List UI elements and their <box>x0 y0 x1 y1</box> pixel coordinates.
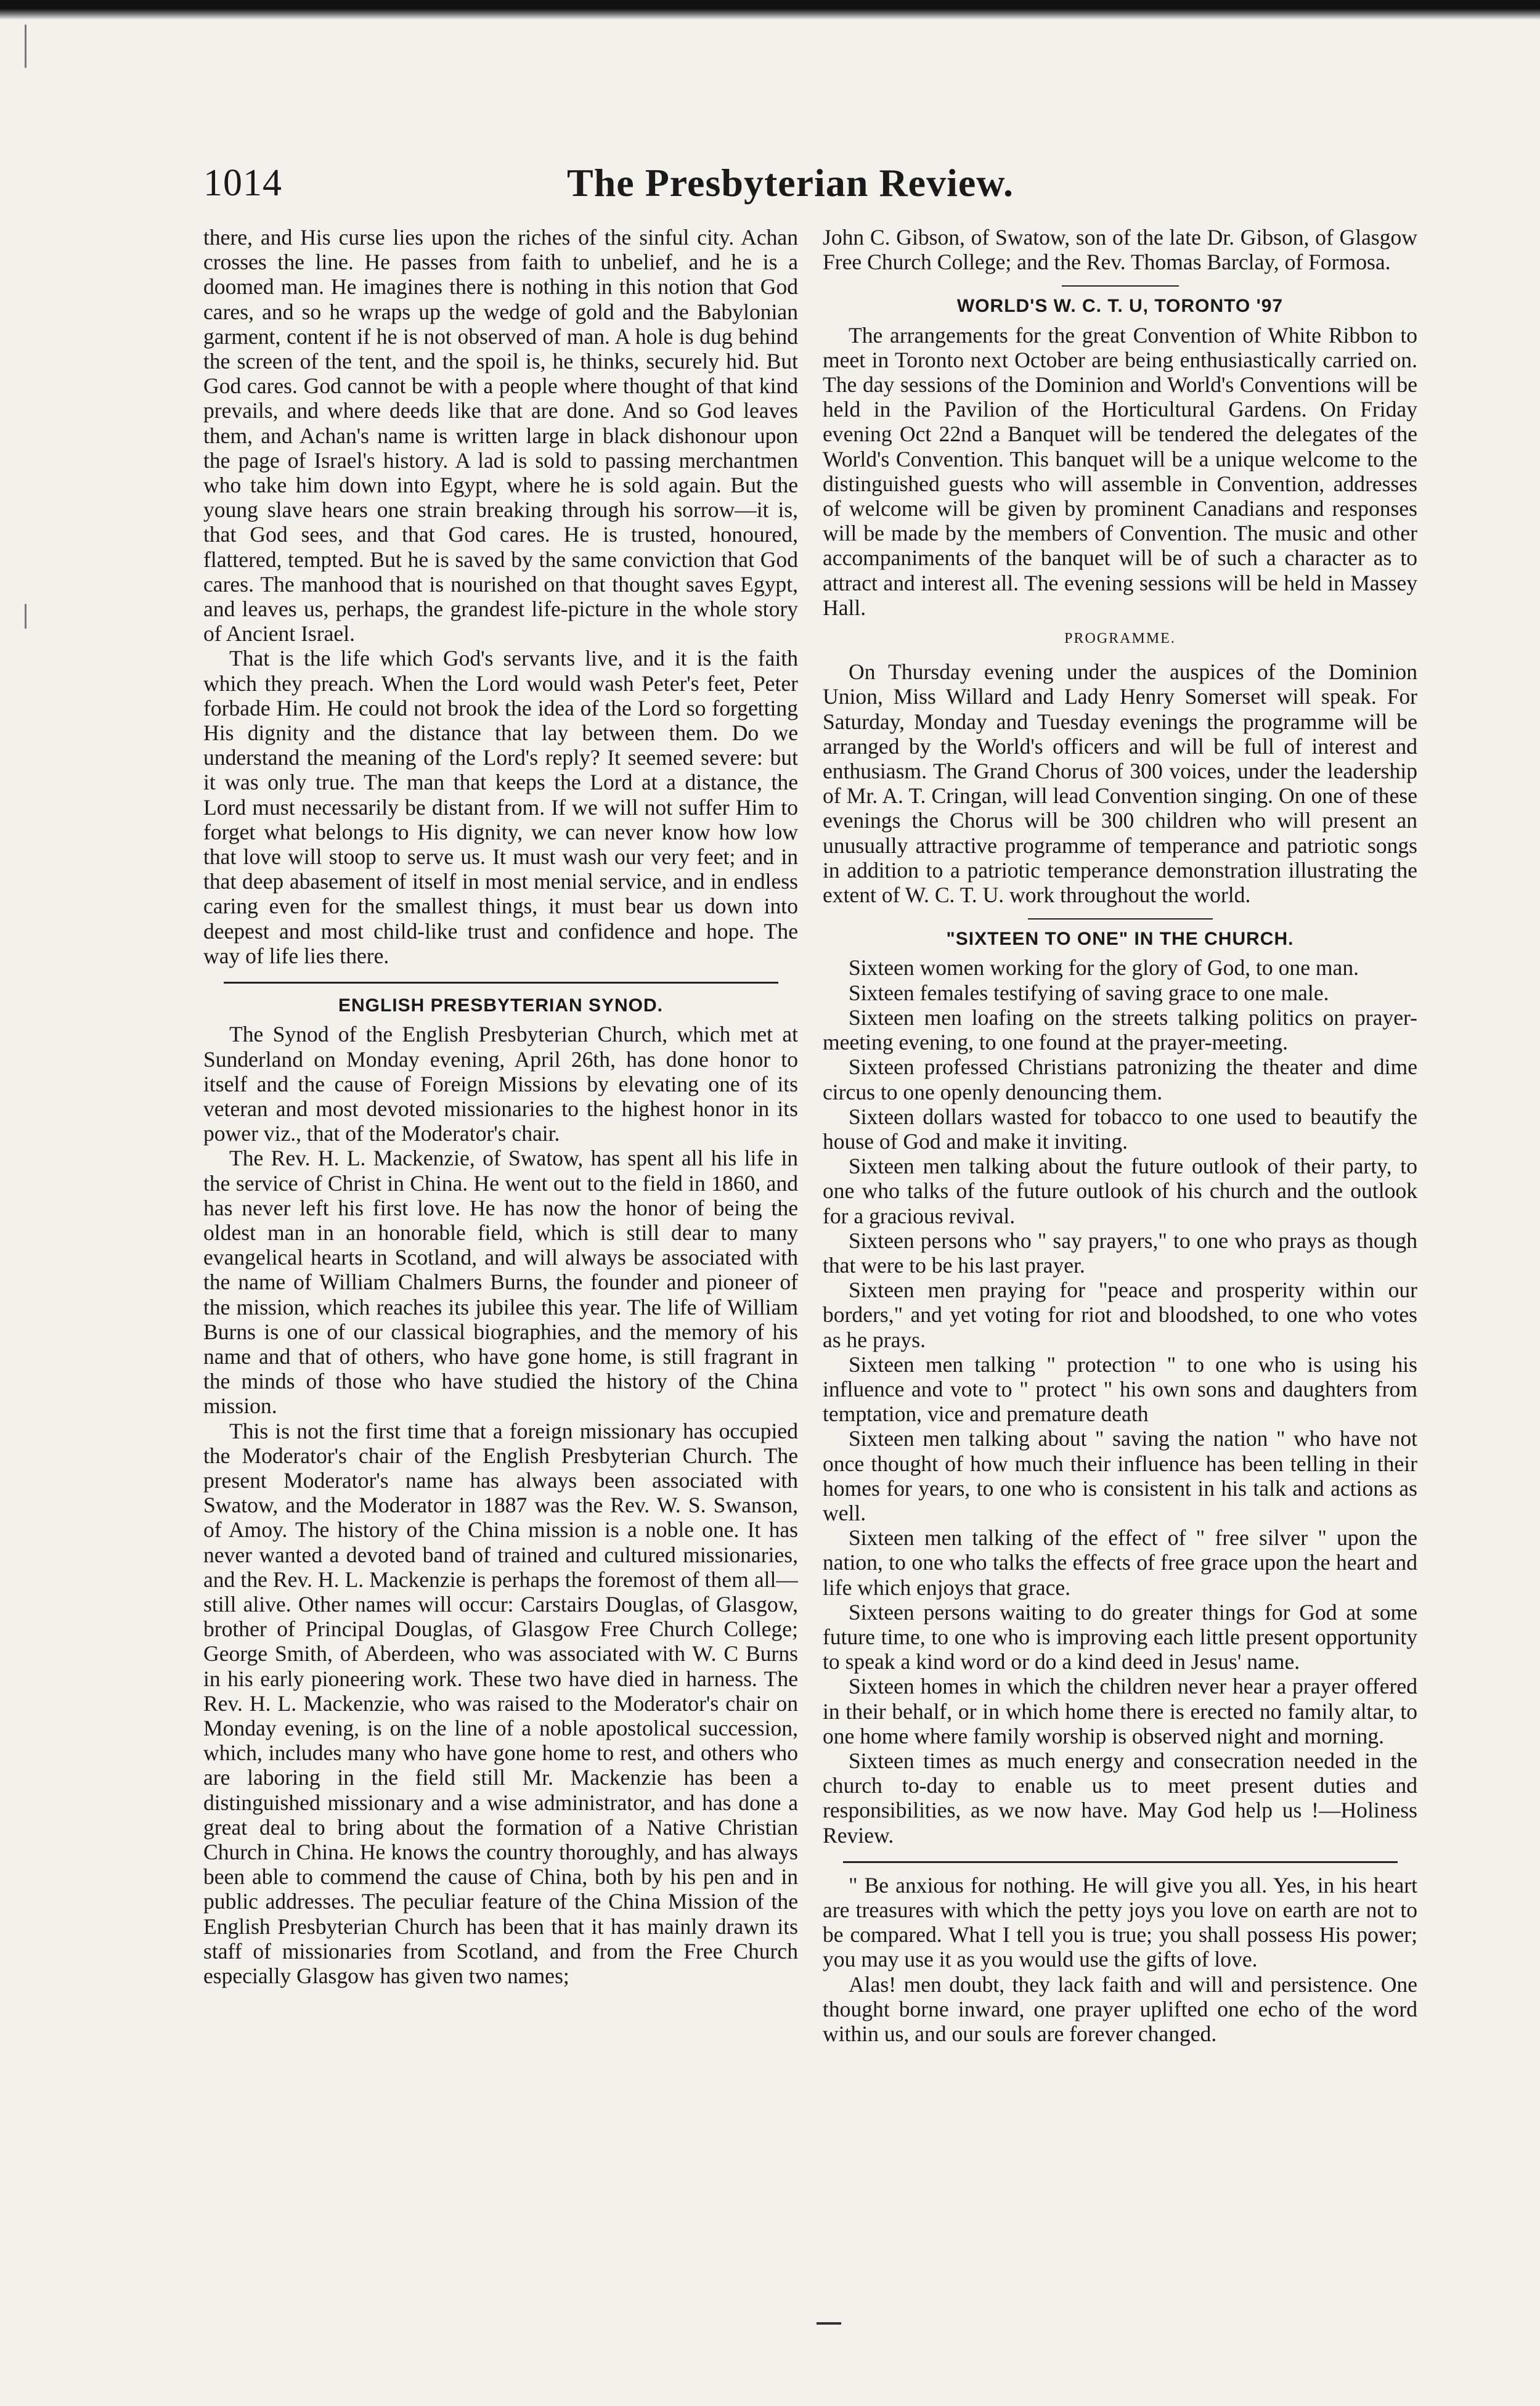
section-heading-synod: ENGLISH PRESBYTERIAN SYNOD. <box>338 995 664 1016</box>
paragraph: The Rev. H. L. Mackenzie, of Swatow, has spent all his life in the service of Christ in China. He went out to the field in 1860, and has never left his first love. He has now the honor of being the oldest man in an honorable field, which is still dear to many evangelical hearts in Scotland, and will always be associated with the name of William Chalmers Burns, the founder and pioneer of the mission, which reaches its jubilee this year. The life of William Burns is one of our classical biographies, and the memory of his name and that of others, who have gone home, is still fragrant in the minds of those who have studied the history of the China mission. <box>203 1146 798 1419</box>
paragraph: The Synod of the English Presbyterian Church, which met at Sunderland on Monday evening, April 26th, has done honor to itself and the cause of Foreign Missions by elevating one of its veteran and most devoted missionaries to the highest honor in its power viz., that of the Moderator's chair. <box>203 1022 798 1146</box>
list-item: Sixteen dollars wasted for tobacco to one used to beautify the house of God and make it inviting. <box>823 1104 1417 1154</box>
section-divider <box>1028 918 1213 920</box>
list-item: Sixteen men loafing on the streets talking politics on prayer-meeting evening, to one found at the prayer-meeting. <box>823 1005 1417 1055</box>
list-item: Sixteen times as much energy and consecration needed in the church to-day to enable us to meet present duties and responsibilities, as we now have. May God help us !—Holiness Review. <box>823 1748 1417 1848</box>
left-column <box>203 225 798 2290</box>
paragraph: John C. Gibson, of Swatow, son of the late Dr. Gibson, of Glasgow Free Church College; and the Rev. Thomas Barclay, of Formosa. <box>823 225 1417 275</box>
subheading-programme: PROGRAMME. <box>1064 630 1176 647</box>
section-divider <box>224 982 778 984</box>
paragraph: Alas! men doubt, they lack faith and will and persistence. One thought borne inward, one prayer uplifted one echo of the word within us, and our souls are forever changed. <box>823 1972 1417 2047</box>
section-heading-wctu: WORLD'S W. C. T. U, TORONTO '97 <box>956 296 1284 317</box>
list-item: Sixteen persons waiting to do greater things for God at some future time, to one who is improving each little present opportunity to speak a kind word or do a kind deed in Jesus' name. <box>823 1599 1417 1674</box>
page-header <box>203 161 1436 211</box>
right-column <box>823 225 1417 2290</box>
list-item: Sixteen men talking about " saving the nation " who have not once thought of how much their influence has been telling in their homes for years, to one who is consistent in his talk and actions as well. <box>823 1426 1417 1525</box>
journal-title: The Presbyterian Review. <box>567 161 1014 205</box>
list-item: Sixteen homes in which the children never hear a prayer offered in their behalf, or in which home there is erected no family altar, to one home where family worship is observed night and morning. <box>823 1674 1417 1748</box>
paragraph: This is not the first time that a foreign missionary has occupied the Moderator's chair of the English Presbyterian Church. The present Moderator's name has always been associated with Swatow, and the Moderator in 1887 was the Rev. W. S. Swanson, of Amoy. The history of the China mission is a noble one. It has never wanted a devoted band of trained and cultured missionaries, and the Rev. H. L. Mackenzie is perhaps the foremost of them all—still alive. Other names will occur: Carstairs Douglas, of Glasgow, brother of Principal Douglas, of Glasgow Free Church College; George Smith, of Aberdeen, who was associated with W. C Burns in his early pioneering work. These two have died in harness. The Rev. H. L. Mackenzie, who was raised to the Moderator's chair on Monday evening, is on the line of a noble apostolical succession, which, includes many who have gone home to rest, and others who are laboring in the field still Mr. Mackenzie has been a distinguished missionary and a wise administrator, and has done a great deal to bring about the formation of a Native Christian Church in China. He knows the country thoroughly, and has always been able to commend the cause of China, both by his pen and in public addresses. The peculiar feature of the China Mission of the English Presbyterian Church has been that it has mainly drawn its staff of missionaries from Scotland, and from the Free Church especially Glasgow has given two names; <box>203 1418 798 1989</box>
paragraph: " Be anxious for nothing. He will give you all. Yes, in his heart are treasures with which the petty joys you love on earth are not to be compared. What I tell you is true; you shall possess His power; you may use it as you would use the gifts of love. <box>823 1872 1417 1972</box>
page-number: 1014 <box>203 162 282 204</box>
list-item: Sixteen men talking of the effect of " free silver " upon the nation, to one who talks the effects of free grace upon the heart and life which enjoys that grace. <box>823 1525 1417 1600</box>
list-item: Sixteen men talking about the future outlook of their party, to one who talks of the future outlook of his church and the outlook for a gracious revival. <box>823 1154 1417 1228</box>
section-divider <box>843 1861 1398 1863</box>
list-item: Sixteen persons who " say prayers," to one who prays as though that were to be his last prayer. <box>823 1228 1417 1278</box>
scan-margin-mark <box>25 25 26 68</box>
section-divider <box>1062 285 1179 287</box>
scan-top-border <box>0 0 1540 20</box>
scan-margin-mark <box>25 604 26 629</box>
paragraph: The arrangements for the great Convention of White Ribbon to meet in Toronto next October are being enthusiastically carried on. The day sessions of the Dominion and World's Conventions will be held in the Pavilion of the Horticultural Gardens. On Friday evening Oct 22nd a Banquet will be tendered the delegates of the World's Convention. This banquet will be a unique welcome to the distinguished guests who will assemble in Convention, addresses of welcome will be given by prominent Canadians and responses will be made by the members of Convention. The music and other accompaniments of the banquet will be of such a character as to attract and interest all. The evening sessions will be held in Massey Hall. <box>823 322 1417 620</box>
list-item: Sixteen men praying for "peace and prosperity within our borders," and yet voting for riot and bloodshed, to one who votes as he prays. <box>823 1278 1417 1352</box>
section-heading-sixteen: "SIXTEEN TO ONE" IN THE CHURCH. <box>946 929 1294 950</box>
paragraph: On Thursday evening under the auspices of the Dominion Union, Miss Willard and Lady Henry Somerset will speak. For Saturday, Monday and Tuesday evenings the programme will be arranged by the World's officers and will be full of interest and enthusiasm. The Grand Chorus of 300 voices, under the leadership of Mr. A. T. Cringan, will lead Convention singing. On one of these evenings the Chorus will be 300 children who will present an unusually attractive programme of temperance and patriotic songs in addition to a patriotic temperance demonstration illustrating the extent of W. C. T. U. work throughout the world. <box>823 659 1417 908</box>
list-item: Sixteen women working for the glory of God, to one man. <box>849 955 1359 981</box>
list-item: Sixteen men talking " protection " to one who is using his influence and vote to " protect " his own sons and daughters from temptation, vice and premature death <box>823 1352 1417 1427</box>
list-item: Sixteen professed Christians patronizing the theater and dime circus to one openly denouncing them. <box>823 1054 1417 1104</box>
page-end-mark <box>817 2322 841 2325</box>
paragraph: there, and His curse lies upon the riches of the sinful city. Achan crosses the line. He passes from faith to unbelief, and he is a doomed man. He imagines there is nothing in this notion that God cares, and so he wraps up the wedge of gold and the Babylonian garment, content if he is not observed of man. A hole is dug behind the screen of the tent, and the spoil is, he thinks, securely hid. But God cares. God cannot be with a people where thought of that kind prevails, and where deeds like that are done. And so God leaves them, and Achan's name is written large in black dishonour upon the page of Israel's history. A lad is sold to passing merchantmen who take him down into Egypt, where he is sold again. But the young slave hears one strain breaking through his sorrow—it is, that God sees, and that God cares. He is trusted, honoured, flattered, tempted. But he is saved by the same conviction that God cares. The manhood that is nourished on that thought saves Egypt, and leaves us, perhaps, the grandest life-picture in the whole story of Ancient Israel. <box>203 225 798 646</box>
list-item: Sixteen females testifying of saving grace to one male. <box>849 980 1329 1005</box>
paragraph: That is the life which God's servants live, and it is the faith which they preach. When the Lord would wash Peter's feet, Peter forbade Him. He could not brook the idea of the Lord so forgetting His dignity and the distance that lay between them. Do we understand the meaning of the Lord's reply? It seemed severe: but it was only true. The man that keeps the Lord at a distance, the Lord must necessarily be distant from. If we will not suffer Him to forget what belongs to His dignity, we can never know how low that love will stoop to serve us. It must wash our very feet; and in that deep abasement of itself in most menial service, and in endless caring even for the smallest things, it must bear us down into deepest and most child-like trust and confidence and hope. The way of life lies there. <box>203 646 798 968</box>
